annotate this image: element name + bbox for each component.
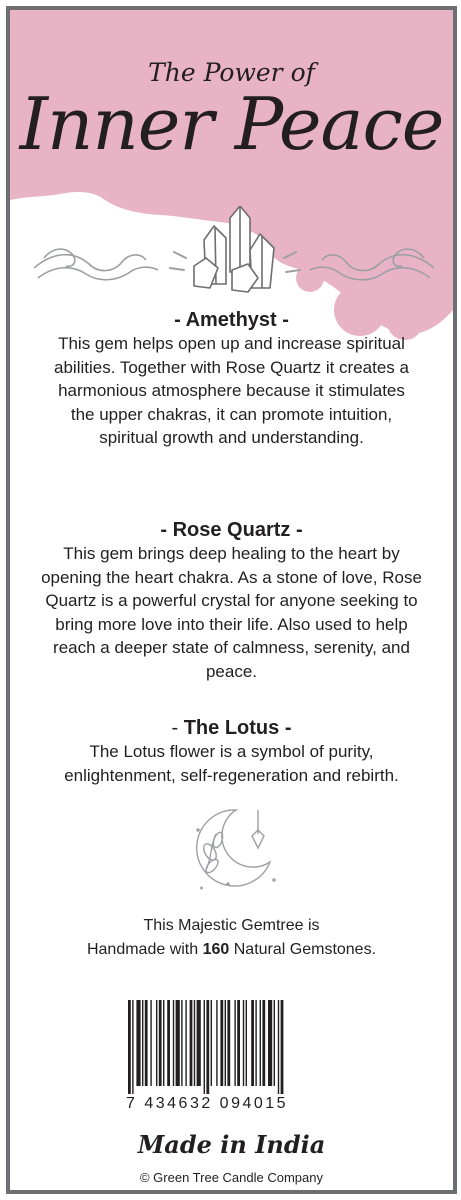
title-big: Inner Peace <box>19 82 444 166</box>
barcode-bar <box>255 1000 256 1086</box>
barcode-bar <box>234 1000 235 1086</box>
title-small: The Power of <box>148 58 315 87</box>
barcode-bar <box>278 1000 279 1094</box>
barcode-bar <box>274 1000 275 1086</box>
barcode-bar <box>190 1000 193 1086</box>
barcode-bar <box>251 1000 254 1086</box>
crescent-moon-floral-icon <box>186 800 282 896</box>
barcode-bar <box>268 1000 272 1086</box>
barcode-bar <box>176 1000 180 1086</box>
barcode-bar <box>136 1000 140 1086</box>
barcode-bar <box>227 1000 230 1086</box>
barcode-bar <box>173 1000 174 1086</box>
barcode-bar <box>128 1000 131 1094</box>
barcode-bar <box>150 1000 151 1086</box>
barcode-bar <box>281 1000 284 1094</box>
section-body: The Lotus flower is a symbol of purity, enlightenment, self-regeneration and rebirth. <box>64 742 399 785</box>
crystal-cluster-icon <box>194 206 274 292</box>
section-heading: - The Lotus - <box>171 717 292 739</box>
barcode-bar <box>243 1000 244 1086</box>
section-heading: - Amethyst - <box>174 309 289 331</box>
handmade-statement: This Majestic Gemtree is Handmade with 160 Natural Gemstones. <box>86 917 377 958</box>
copyright: © Green Tree Candle Company <box>139 1170 323 1185</box>
barcode-bar <box>194 1000 195 1086</box>
barcode-bar <box>145 1000 148 1086</box>
barcode-bar <box>197 1000 201 1086</box>
barcode-bar <box>159 1000 162 1086</box>
barcode-bar <box>262 1000 265 1086</box>
barcode-bar <box>181 1000 182 1086</box>
barcode-graphic <box>126 1000 336 1094</box>
barcode-bar <box>167 1000 170 1086</box>
barcode-number: 7 434632 094015 <box>126 1095 289 1112</box>
swirl-ornament-icon <box>34 249 158 280</box>
section-body: This gem helps open up and increase spiritual abilities. Together with Rose Quartz it creates a harmonious atmosphere because it stimulates the upper chakras, it can promote intuition, spiritual growth and understanding. <box>54 334 409 447</box>
barcode-bar <box>260 1000 261 1086</box>
product-card <box>6 6 457 1194</box>
barcode-bar <box>246 1000 247 1086</box>
section-rose-quartz <box>10 518 453 683</box>
made-in-label: Made in India <box>137 1130 326 1159</box>
barcode-bar <box>206 1000 209 1094</box>
barcode-bar <box>156 1000 157 1086</box>
barcode-bar <box>211 1000 212 1086</box>
swirl-ornament-icon <box>310 249 434 280</box>
section-body: This gem brings deep healing to the heart by opening the heart chakra. As a stone of love, Rose Quartz is a powerful crystal for anyone seeking to bring more love into their life. Also used to help reach a deeper state of calmness, serenity, and peace. <box>41 544 422 681</box>
barcode-bar <box>216 1000 217 1086</box>
barcode-bar <box>237 1000 240 1086</box>
barcode-bar <box>142 1000 143 1086</box>
barcode-bar <box>204 1000 205 1094</box>
section-amethyst <box>10 308 453 450</box>
hero-illustration <box>34 206 434 306</box>
barcode-bar <box>163 1000 164 1086</box>
gem-count: 160 <box>202 941 230 958</box>
barcode-bar <box>220 1000 223 1086</box>
barcode-bar <box>225 1000 226 1086</box>
section-lotus <box>10 716 453 787</box>
barcode-bar <box>185 1000 186 1086</box>
barcode-bar <box>132 1000 133 1094</box>
section-heading: - Rose Quartz - <box>160 519 303 541</box>
